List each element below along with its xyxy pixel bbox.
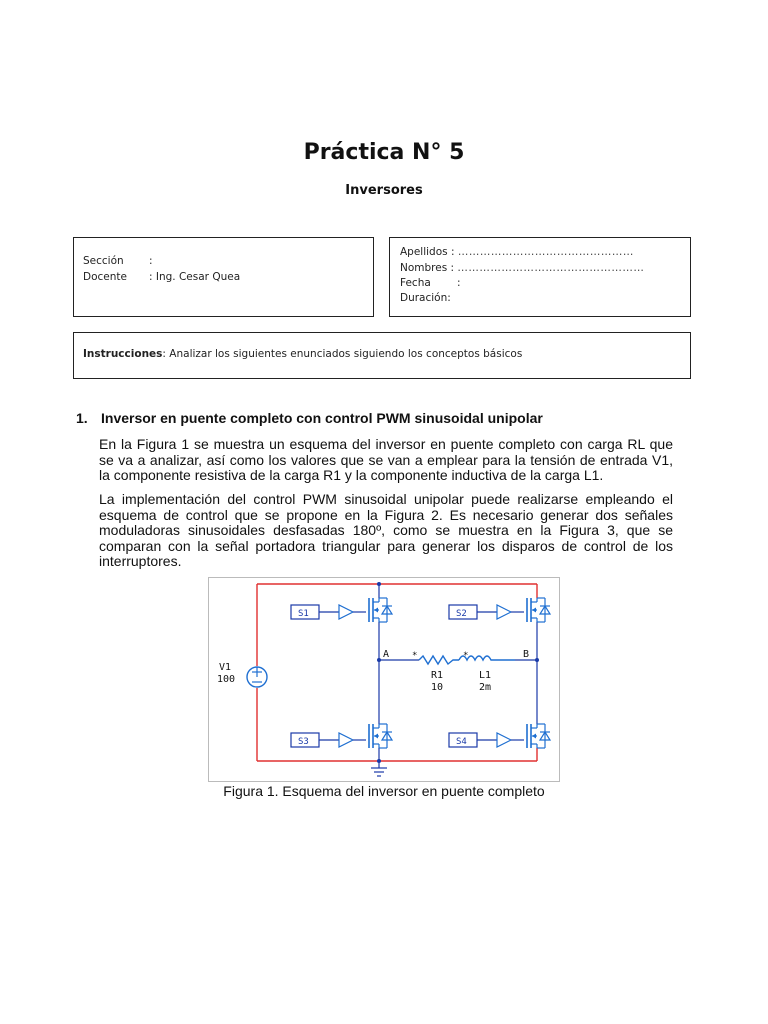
switch-label-s3: S3 [298, 737, 309, 747]
page-subtitle: Inversores [345, 183, 423, 198]
source-label: V1 [219, 662, 232, 673]
seccion-value: : [149, 255, 153, 267]
info-box-left [73, 237, 374, 317]
section-heading [76, 410, 543, 426]
instructions-row [83, 348, 522, 360]
node-a-label: A [383, 649, 390, 660]
switch-s1 [369, 598, 392, 622]
resistor-label: R1 [431, 670, 444, 681]
circuit-figure [208, 577, 560, 782]
apellidos-dots: ………………………………………… [457, 246, 634, 258]
fecha-row [400, 277, 461, 289]
apellidos-label: Apellidos : [400, 246, 455, 258]
inductor-polarity: * [463, 651, 469, 661]
duracion-label: Duración: [400, 292, 451, 304]
apellidos-row [400, 246, 634, 258]
instructions-box [73, 332, 691, 379]
fecha-value: : [457, 277, 461, 289]
nombres-row [400, 262, 644, 274]
source-value: 100 [217, 674, 236, 685]
docente-label: Docente [83, 271, 127, 283]
inductor-label: L1 [479, 670, 492, 681]
node-b-label: B [523, 649, 530, 660]
resistor-polarity: * [412, 651, 418, 661]
paragraph-1: En la Figura 1 se muestra un esquema del inversor en puente completo con carga RL que se va a analizar, así como los valores que se van a emplear para la tensión de entrada V1, la componente resistiva de la carga R1 y la componente inductiva de la carga L1. [99, 436, 673, 483]
paragraph-2: La implementación del control PWM sinusoidal unipolar puede realizarse empleando el esquema de control que se propone en la Figura 2. Es necesario generar dos señales moduladoras sinusoidales desfasadas 180º, como se muestra en la Figura 3, que se comparan con la señal portadora triangular para generar los disparos de control de los interruptores. [99, 491, 673, 569]
switch-label-s4: S4 [456, 737, 467, 747]
instructions-label: Instrucciones [83, 348, 163, 360]
info-box-right [389, 237, 691, 317]
seccion-label: Sección [83, 255, 124, 267]
circuit-diagram [209, 578, 559, 781]
switch-label-s2: S2 [456, 609, 467, 619]
inductor-value: 2m [479, 682, 492, 693]
figure-caption: Figura 1. Esquema del inversor en puente completo [223, 783, 545, 799]
section-number: 1. [76, 410, 88, 426]
dc-source [247, 667, 267, 687]
section-title: Inversor en puente completo con control PWM sinusoidal unipolar [101, 410, 543, 426]
seccion-row [83, 255, 153, 267]
instructions-text: : Analizar los siguientes enunciados siguiendo los conceptos básicos [162, 348, 523, 360]
docente-value: : Ing. Cesar Quea [149, 271, 241, 283]
switch-s2 [527, 598, 550, 622]
ground-icon [371, 768, 387, 776]
resistor-r1 [419, 656, 459, 664]
resistor-value: 10 [431, 682, 444, 693]
switch-label-s1: S1 [298, 609, 309, 619]
docente-row [83, 271, 240, 283]
nombres-dots: …………………………………………… [457, 262, 645, 274]
nombres-label: Nombres : [400, 262, 455, 274]
fecha-label: Fecha [400, 277, 431, 289]
duracion-row [400, 292, 451, 304]
switch-s3 [369, 724, 392, 748]
page-title: Práctica N° 5 [303, 140, 465, 165]
switch-s4 [527, 724, 550, 748]
